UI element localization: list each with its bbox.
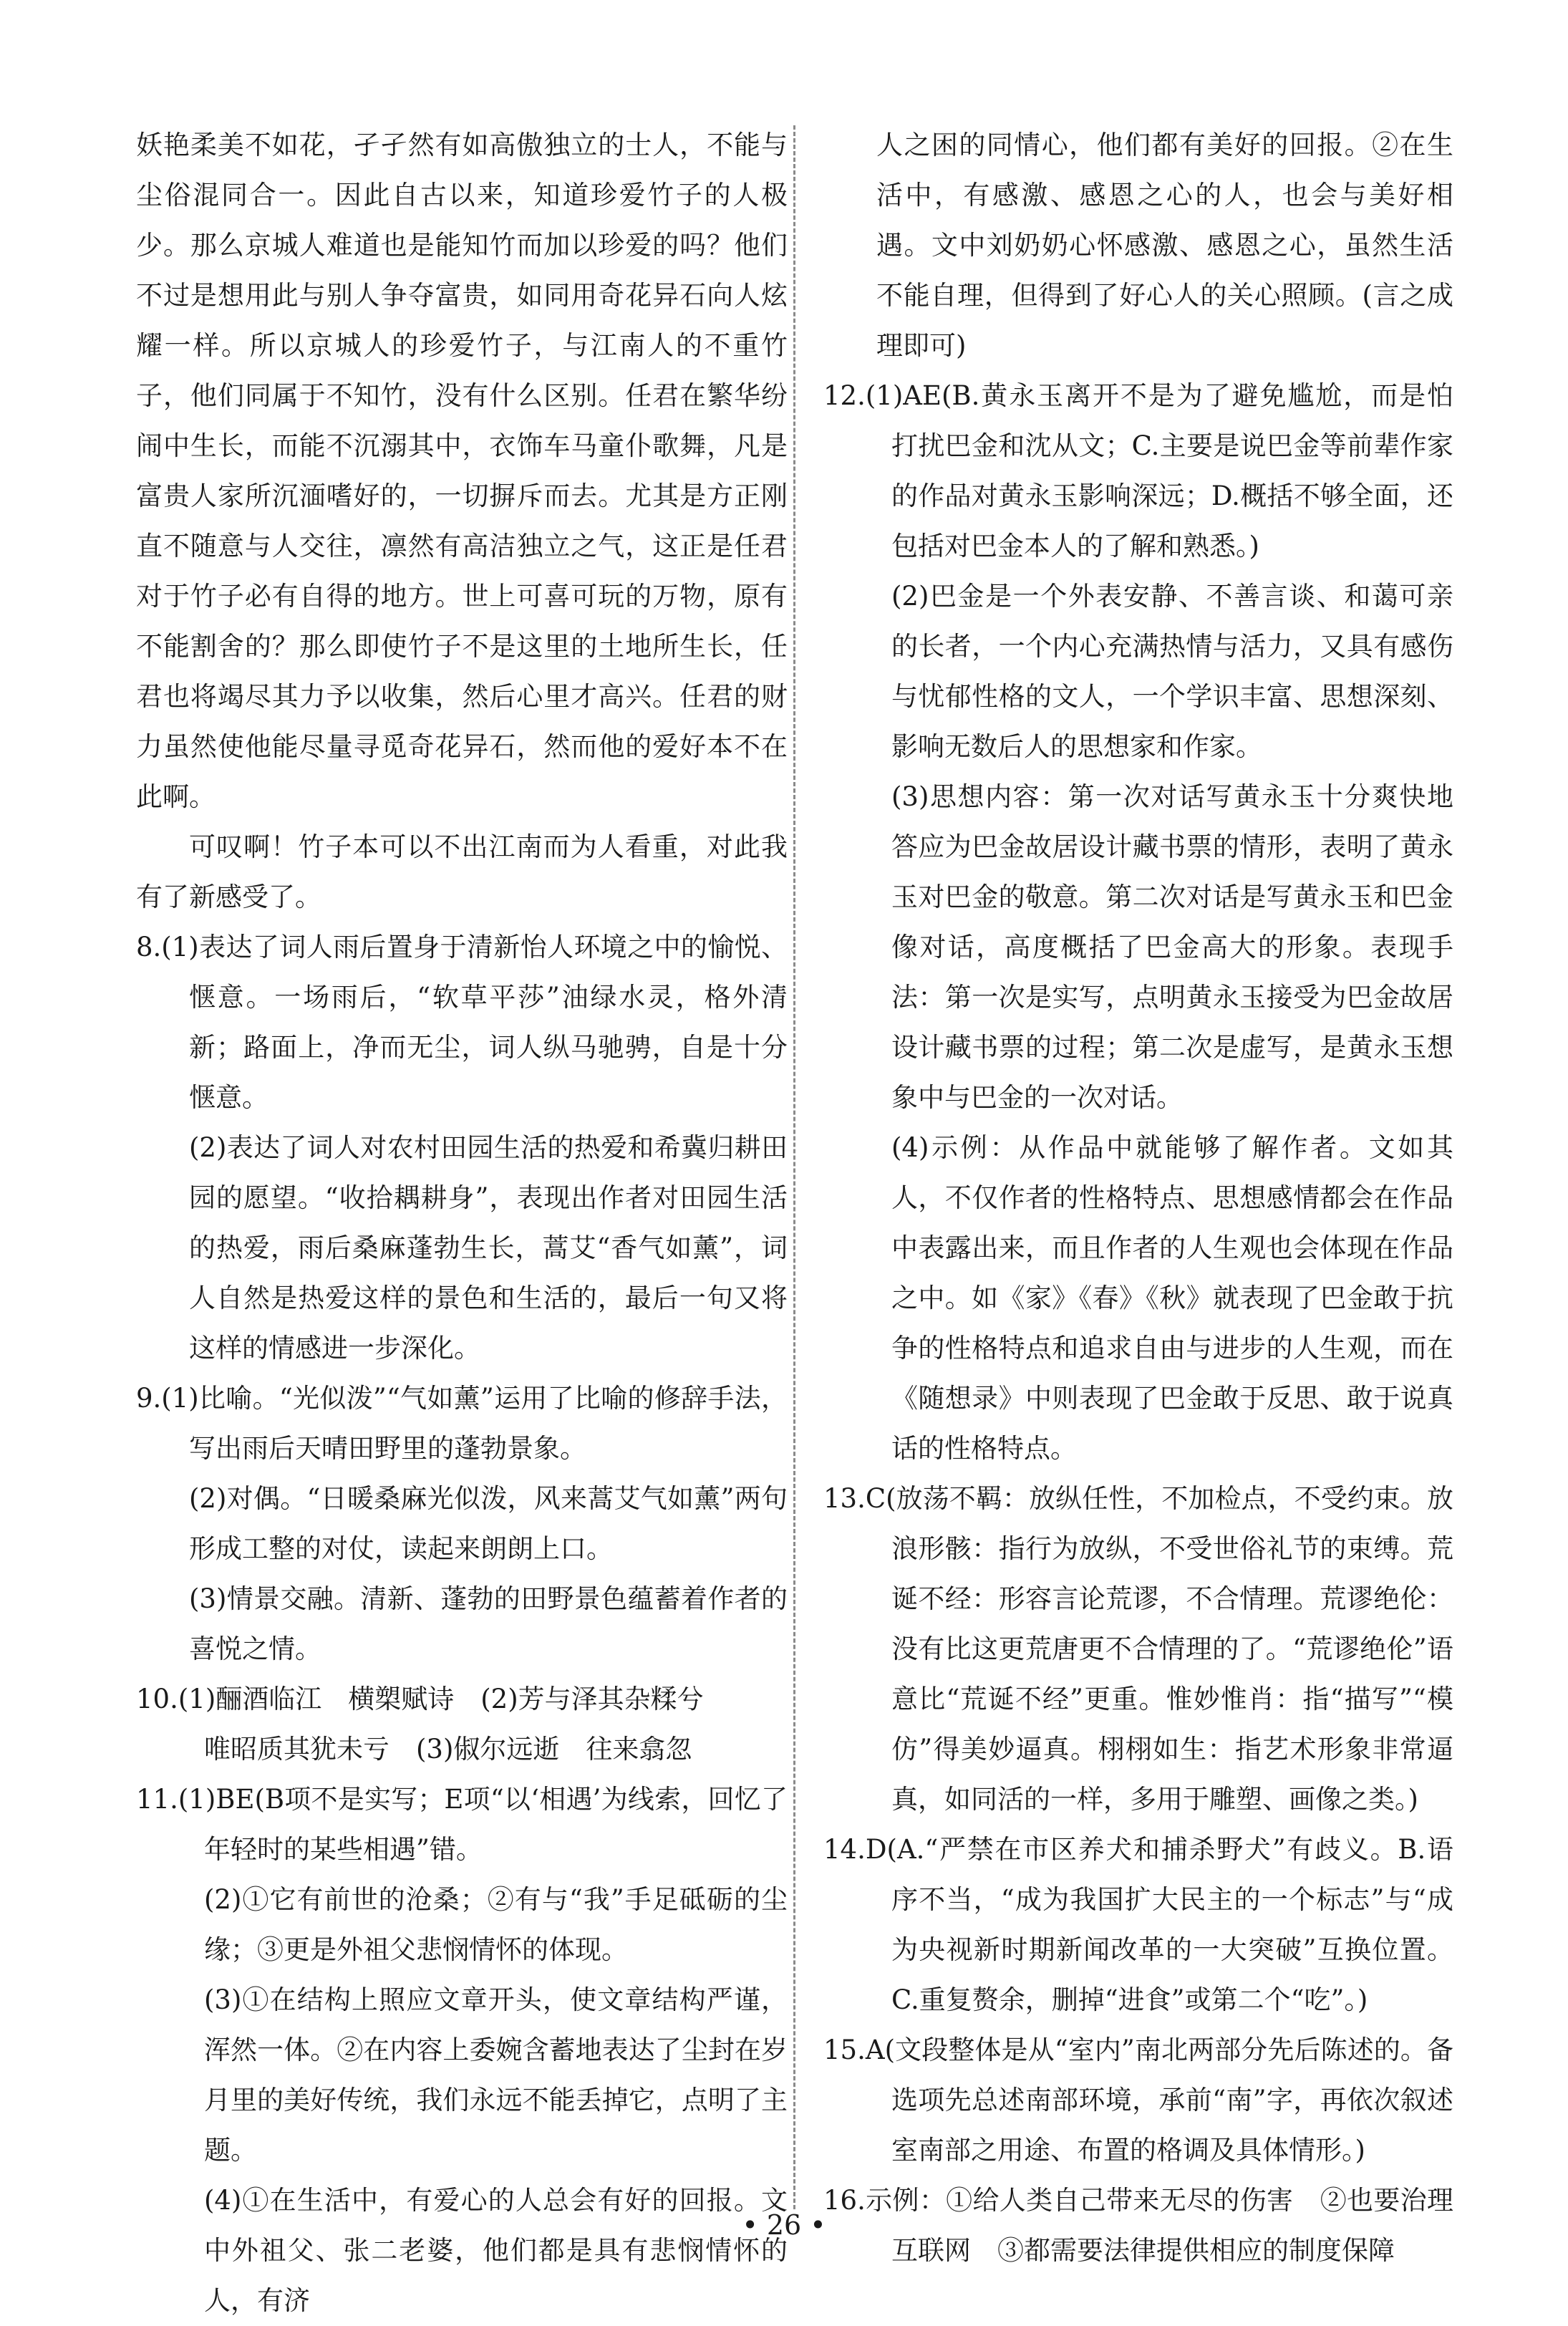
left-column bbox=[136, 120, 788, 2326]
answer-11-4: (4)①在生活中，有爱心的人总会有好的回报。文中外祖父、张二老婆，他们都是具有悲悯情怀的人，有济 bbox=[204, 2185, 788, 2316]
answer-12-4: (4)示例：从作品中就能够了解作者。文如其人，不仅作者的性格特点、思想感情都会在作品中表露出来，而且作者的人生观也会体现在作品之中。如《家》《春》《秋》就表现了巴金敢于抗争的性格特点和追求自由与进步的人生观，而在《随想录》中则表现了巴金敢于反思、敢于说真话的性格特点。 bbox=[891, 1132, 1453, 1464]
translation-paragraph-1: 妖艳柔美不如花，孑孑然有如高傲独立的士人，不能与尘俗混同合一。因此自古以来，知道珍爱竹子的人极少。那么京城人难道也是能知竹而加以珍爱的吗？他们不过是想用此与别人争夺富贵，如同用奇花异石向人炫耀一样。所以京城人的珍爱竹子，与江南人的不重竹子，他们同属于不知竹，没有什么区别。任君在繁华纷闹中生长，而能不沉溺其中，衣饰车马童仆歌舞，凡是富贵人家所沉湎嗜好的，一切摒斥而去。尤其是方正刚直不随意与人交往，凛然有高洁独立之气，这正是任君对于竹子必有自得的地方。世上可喜可玩的万物，原有不能割舍的？那么即使竹子不是这里的土地所生长，任君也将竭尽其力予以收集，然后心里才高兴。任君的财力虽然使他能尽量寻觅奇花异石，然而他的爱好本不在此啊。 bbox=[136, 130, 788, 812]
answer-12-3: (3)思想内容：第一次对话写黄永玉十分爽快地答应为巴金故居设计藏书票的情形，表明了黄永玉对巴金的敬意。第二次对话是写黄永玉和巴金像对话，高度概括了巴金高大的形象。表现手法：第一次是实写，点明黄永玉接受为巴金故居设计藏书票的过程；第二次是虚写，是黄永玉想象中与巴金的一次对话。 bbox=[891, 781, 1453, 1113]
answer-10-2: 唯昭质其犹未亏 (3)俶尔远逝 往来翕忽 bbox=[204, 1734, 692, 1765]
answer-11-4-continued: 人之困的同情心，他们都有美好的回报。②在生活中，有感激、感恩之心的人，也会与美好相遇。文中刘奶奶心怀感激、感恩之心，虽然生活不能自理，但得到了好心人的关心照顾。(言之成理即可) bbox=[876, 130, 1453, 361]
page-number: • 26 • bbox=[742, 2209, 826, 2241]
column-divider bbox=[793, 125, 795, 2209]
answer-14: 14.D(A.“严禁在市区养犬和捕杀野犬”有歧义。B.语序不当，“成为我国扩大民主的一个标志”与“成为央视新时期新闻改革的一大突破”互换位置。C.重复赘余，删掉“进食”或第二个“吃”。) bbox=[823, 1834, 1453, 2015]
answer-12-1: 12.(1)AE(B.黄永玉离开不是为了避免尴尬，而是怕打扰巴金和沈从文；C.主要是说巴金等前辈作家的作品对黄永玉影响深远；D.概括不够全面，还包括对巴金本人的了解和熟悉。) bbox=[823, 380, 1453, 561]
translation-paragraph-2: 可叹啊！竹子本可以不出江南而为人看重，对此我有了新感受了。 bbox=[136, 831, 788, 912]
answer-11-2: (2)①它有前世的沧桑；②有与“我”手足砥砺的尘缘；③更是外祖父悲悯情怀的体现。 bbox=[204, 1884, 788, 1965]
answer-10-1: 10.(1)酾酒临江 横槊赋诗 (2)芳与泽其杂糅兮 bbox=[136, 1684, 704, 1714]
answer-8-2: (2)表达了词人对农村田园生活的热爱和希冀归耕田园的愿望。“收拾耦耕身”，表现出作者对田园生活的热爱，雨后桑麻蓬勃生长，蒿艾“香气如薰”，词人自然是热爱这样的景色和生活的，最后一句又将这样的情感进一步深化。 bbox=[189, 1132, 788, 1364]
answer-16: 16.示例：①给人类自己带来无尽的伤害 ②也要治理互联网 ③都需要法律提供相应的制度保障 bbox=[823, 2185, 1453, 2266]
answer-12-2: (2)巴金是一个外表安静、不善言谈、和蔼可亲的长者，一个内心充满热情与活力，又具有感伤与忧郁性格的文人，一个学识丰富、思想深刻、影响无数后人的思想家和作家。 bbox=[891, 581, 1453, 762]
answer-13: 13.C(放荡不羁：放纵任性，不加检点，不受约束。放浪形骸：指行为放纵，不受世俗礼节的束缚。荒诞不经：形容言论荒谬，不合情理。荒谬绝伦：没有比这更荒唐更不合情理的了。“荒谬绝伦”语意比“荒诞不经”更重。惟妙惟肖：指“描写”“模仿”得美妙逼真。栩栩如生：指艺术形象非常逼真，如同活的一样，多用于雕塑、画像之类。) bbox=[823, 1483, 1453, 1815]
answer-11-3: (3)①在结构上照应文章开头，使文章结构严谨，浑然一体。②在内容上委婉含蓄地表达了尘封在岁月里的美好传统，我们永远不能丢掉它，点明了主题。 bbox=[204, 1984, 788, 2166]
answer-15: 15.A(文段整体是从“室内”南北两部分先后陈述的。备选项先总述南部环境，承前“南”字，再依次叙述室南部之用途、布置的格调及具体情形。) bbox=[823, 2035, 1453, 2166]
answer-11-1: 11.(1)BE(B项不是实写；E项“以‘相遇’为线索，回忆了年轻时的某些相遇”错。 bbox=[136, 1784, 788, 1865]
answer-9-1: 9.(1)比喻。“光似泼”“气如薰”运用了比喻的修辞手法，写出雨后天晴田野里的蓬勃景象。 bbox=[136, 1383, 788, 1464]
right-column bbox=[823, 120, 1453, 2276]
answer-8-1: 8.(1)表达了词人雨后置身于清新怡人环境之中的愉悦、惬意。一场雨后，“软草平莎”油绿水灵，格外清新；路面上，净而无尘，词人纵马驰骋，自是十分惬意。 bbox=[136, 932, 788, 1113]
answer-9-3: (3)情景交融。清新、蓬勃的田野景色蕴蓄着作者的喜悦之情。 bbox=[189, 1583, 788, 1664]
answer-9-2: (2)对偶。“日暖桑麻光似泼，风来蒿艾气如薰”两句形成工整的对仗，读起来朗朗上口。 bbox=[189, 1483, 788, 1564]
